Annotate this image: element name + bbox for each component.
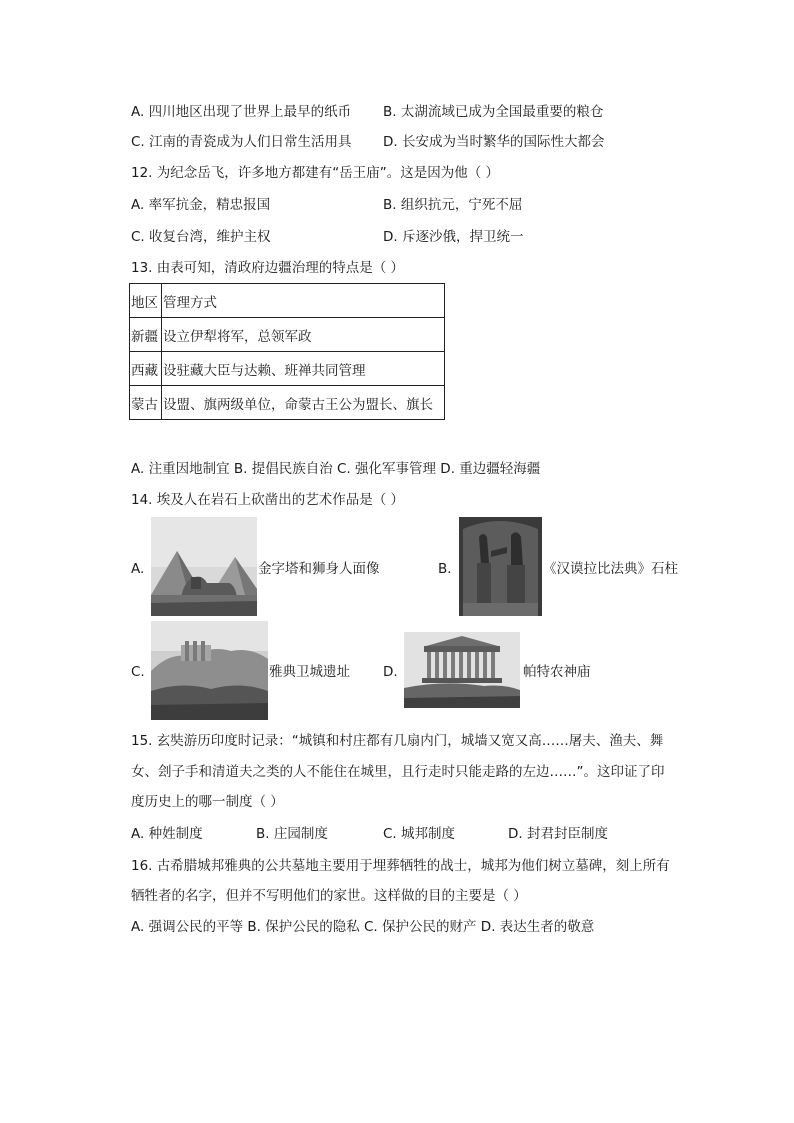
q11-option-d: D. 长安成为当时繁华的国际性大都会 xyxy=(383,134,605,150)
q15-option-c: C. 城邦制度 xyxy=(383,826,456,842)
table-cell: 蒙古 xyxy=(130,386,162,420)
table-row xyxy=(130,386,445,420)
q12-option-d: D. 斥逐沙俄，捍卫统一 xyxy=(383,229,524,245)
q14-label-c: C. xyxy=(131,664,145,680)
parthenon-photo xyxy=(404,632,520,708)
q12-option-c: C. 收复台湾，维护主权 xyxy=(131,229,271,245)
q15-line-3: 度历史上的哪一制度（ ） xyxy=(131,794,284,810)
table-cell: 新疆 xyxy=(130,318,162,352)
q11-option-a: A. 四川地区出现了世界上最早的纸币 xyxy=(131,104,352,120)
q11-option-b: B. 太湖流域已成为全国最重要的粮仓 xyxy=(383,104,604,120)
table-cell: 管理方式 xyxy=(162,284,445,318)
q15-option-d: D. 封君封臣制度 xyxy=(508,826,608,842)
table-row xyxy=(130,284,445,318)
q14-caption-a: 金字塔和狮身人面像 xyxy=(258,561,380,577)
q15-line-2: 女、刽子手和清道夫之类的人不能住在城里，且行走时只能走路的左边……”。这印证了印 xyxy=(131,764,665,780)
q14-stem: 14. 埃及人在岩石上砍凿出的艺术作品是（ ） xyxy=(131,492,405,508)
q13-stem: 13. 由表可知，清政府边疆治理的特点是（ ） xyxy=(131,260,405,276)
q15-line-1: 15. 玄奘游历印度时记录：“城镇和村庄都有几扇内门，城墙又宽又高……屠夫、渔夫、舞 xyxy=(131,733,664,749)
table-cell: 设立伊犁将军，总领军政 xyxy=(162,318,445,352)
q16-options: A. 强调公民的平等 B. 保护公民的隐私 C. 保护公民的财产 D. 表达生者的敬意 xyxy=(131,919,595,935)
table-row xyxy=(130,318,445,352)
q14-label-d: D. xyxy=(383,664,398,680)
q15-option-b: B. 庄园制度 xyxy=(256,826,328,842)
table-cell: 设盟、旗两级单位，命蒙古王公为盟长、旗长 xyxy=(162,386,445,420)
q15-option-a: A. 种姓制度 xyxy=(131,826,203,842)
q14-caption-c: 雅典卫城遗址 xyxy=(269,664,350,680)
q14-label-a: A. xyxy=(131,561,145,577)
q12-stem: 12. 为纪念岳飞，许多地方都建有“岳王庙”。这是因为他（ ） xyxy=(131,165,500,181)
q16-line-1: 16. 古希腊城邦雅典的公共墓地主要用于埋葬牺牲的战士，城邦为他们树立墓碑，刻上所有 xyxy=(131,858,670,874)
q13-table xyxy=(129,283,445,420)
q13-options: A. 注重因地制宜 B. 提倡民族自治 C. 强化军事管理 D. 重边疆轻海疆 xyxy=(131,461,541,477)
table-cell: 西藏 xyxy=(130,352,162,386)
acropolis-ruins-photo xyxy=(151,621,268,720)
q14-caption-b: 《汉谟拉比法典》石柱 xyxy=(543,561,678,577)
q14-caption-d: 帕特农神庙 xyxy=(523,664,591,680)
q14-label-b: B. xyxy=(438,561,452,577)
table-row xyxy=(130,352,445,386)
hammurabi-stele-photo xyxy=(459,517,542,616)
q12-option-b: B. 组织抗元，宁死不屈 xyxy=(383,197,523,213)
table-cell: 设驻藏大臣与达赖、班禅共同管理 xyxy=(162,352,445,386)
q16-line-2: 牺牲者的名字，但并不写明他们的家世。这样做的目的主要是（ ） xyxy=(131,888,527,904)
q11-option-c: C. 江南的青瓷成为人们日常生活用具 xyxy=(131,134,352,150)
pyramids-sphinx-photo xyxy=(151,517,257,616)
table-cell: 地区 xyxy=(130,284,162,318)
q12-option-a: A. 率军抗金，精忠报国 xyxy=(131,197,271,213)
